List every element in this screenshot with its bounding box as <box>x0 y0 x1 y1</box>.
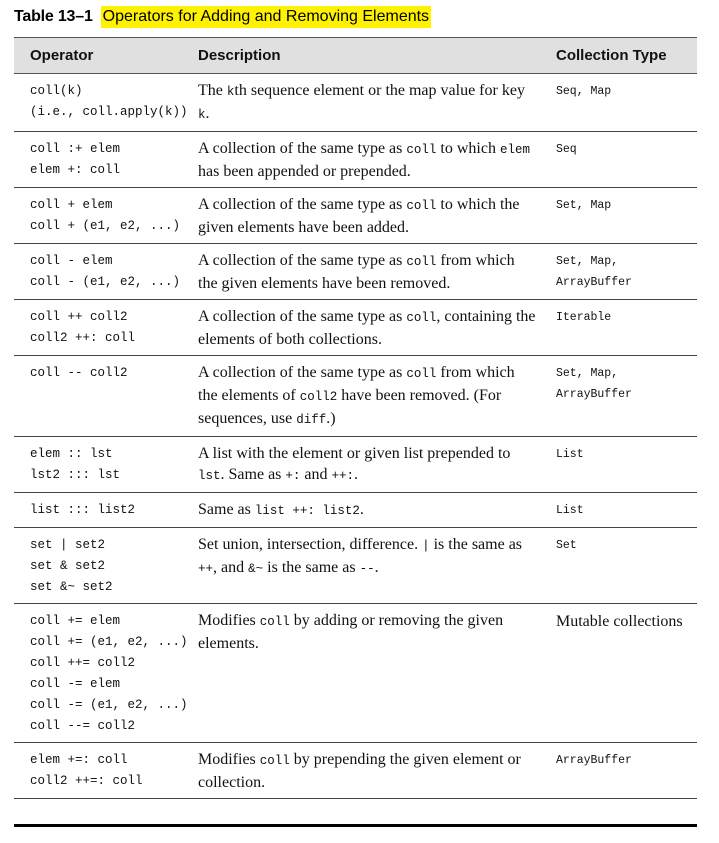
table-row <box>14 437 697 493</box>
collection-type-cell: Set, Map <box>540 188 697 244</box>
table-row <box>14 132 697 188</box>
operator-line: coll --= coll2 <box>30 719 136 733</box>
table-bottom-rule <box>14 824 697 827</box>
operator-cell <box>14 356 182 437</box>
description-text: th sequence element or the map value for key <box>234 82 525 99</box>
operator-line: elem +: coll <box>30 163 121 177</box>
operator-line: set & set2 <box>30 559 106 573</box>
table-row <box>14 604 697 743</box>
code-fragment: | <box>422 539 430 553</box>
code-fragment: coll <box>259 754 290 768</box>
code-fragment: diff <box>296 413 327 427</box>
code-fragment: lst <box>198 469 221 483</box>
collection-type-cell: Iterable <box>540 300 697 356</box>
column-header-operator: Operator <box>14 38 182 74</box>
collection-type-cell: Mutable collections <box>540 604 697 743</box>
operator-line: lst2 ::: lst <box>30 468 121 482</box>
operator-line: coll -- coll2 <box>30 366 128 380</box>
description-text: , and <box>213 559 249 576</box>
operator-line: coll -= elem <box>30 677 121 691</box>
description-text: A collection of the same type as <box>198 196 407 213</box>
column-header-collection-type: Collection Type <box>540 38 697 74</box>
code-fragment: +: <box>285 469 301 483</box>
operator-cell <box>14 528 182 604</box>
description-text: is the same as <box>263 559 360 576</box>
code-fragment: &~ <box>248 562 264 576</box>
description-text: . Same as <box>220 466 286 483</box>
operator-line: set &~ set2 <box>30 580 113 594</box>
table-row <box>14 743 697 799</box>
operator-cell <box>14 244 182 300</box>
description-text: Modifies <box>198 612 260 629</box>
description-cell <box>182 437 540 493</box>
code-fragment: ++: <box>331 469 355 483</box>
operator-cell <box>14 132 182 188</box>
description-text: by adding or removing the given elements. <box>198 612 504 652</box>
description-cell <box>182 356 540 437</box>
code-fragment: k <box>198 108 206 122</box>
description-text: A collection of the same type as <box>198 364 407 381</box>
description-cell <box>182 132 540 188</box>
operator-cell <box>14 300 182 356</box>
description-text: has been appended or prepended. <box>198 163 411 180</box>
description-text: . <box>359 501 364 518</box>
description-text: to which <box>436 140 500 157</box>
operators-table <box>14 37 697 799</box>
description-text: A collection of the same type as <box>198 252 407 269</box>
collection-type-cell: Set, Map, ArrayBuffer <box>540 356 697 437</box>
operator-line: coll - (e1, e2, ...) <box>30 275 181 289</box>
code-fragment: ++ <box>198 562 214 576</box>
operator-line: coll += (e1, e2, ...) <box>30 635 188 649</box>
code-fragment: coll <box>259 615 290 629</box>
description-cell <box>182 188 540 244</box>
code-fragment: list ++: list2 <box>254 504 360 518</box>
description-text: .) <box>326 410 336 427</box>
code-fragment: coll2 <box>299 390 338 404</box>
code-fragment: coll <box>406 255 437 269</box>
description-text: Modifies <box>198 751 260 768</box>
table-row <box>14 493 697 528</box>
operator-line: coll - elem <box>30 254 113 268</box>
description-text: have been removed. (For sequences, use <box>198 387 502 427</box>
operator-line: coll(k) <box>30 84 83 98</box>
code-fragment: -- <box>359 562 375 576</box>
operator-line: coll2 ++: coll <box>30 331 136 345</box>
operator-line: coll + elem <box>30 198 113 212</box>
operator-cell <box>14 493 182 528</box>
description-text: to which the given elements have been added. <box>198 196 520 236</box>
description-text: The <box>198 82 227 99</box>
collection-type-cell: Seq <box>540 132 697 188</box>
operator-cell <box>14 188 182 244</box>
column-header-description: Description <box>182 38 540 74</box>
description-cell <box>182 74 540 132</box>
operator-line: coll -= (e1, e2, ...) <box>30 698 188 712</box>
description-text: is the same as <box>429 536 523 553</box>
table-row <box>14 300 697 356</box>
description-cell <box>182 528 540 604</box>
collection-type-cell: Set <box>540 528 697 604</box>
code-fragment: coll <box>406 143 437 157</box>
table-caption <box>14 4 431 30</box>
operator-line: list ::: list2 <box>30 503 136 517</box>
description-text: by prepending the given element or collection. <box>198 751 521 791</box>
operator-line: elem +=: coll <box>30 753 128 767</box>
collection-type-cell: Seq, Map <box>540 74 697 132</box>
table-row <box>14 188 697 244</box>
description-cell <box>182 743 540 799</box>
table-row <box>14 356 697 437</box>
operator-cell <box>14 74 188 132</box>
description-text: , containing the elements of both collections. <box>198 308 536 348</box>
description-text: . <box>354 466 359 483</box>
description-text: A collection of the same type as <box>198 308 407 325</box>
operator-line: coll ++ coll2 <box>30 310 128 324</box>
collection-type-cell: ArrayBuffer <box>540 743 697 799</box>
operator-line: (i.e., coll.apply(k)) <box>30 105 188 119</box>
description-cell <box>182 493 540 528</box>
table-row <box>14 244 697 300</box>
collection-type-cell: Set, Map, ArrayBuffer <box>540 244 697 300</box>
collection-type-cell: List <box>540 493 697 528</box>
operator-line: coll ++= coll2 <box>30 656 136 670</box>
code-fragment: coll <box>406 311 437 325</box>
collection-type-cell: List <box>540 437 697 493</box>
code-fragment: coll <box>406 367 437 381</box>
description-text: A list with the element or given list prepended to <box>198 445 511 462</box>
description-cell <box>182 604 540 743</box>
table-body <box>14 74 697 799</box>
operator-line: coll + (e1, e2, ...) <box>30 219 181 233</box>
operator-line: set | set2 <box>30 538 106 552</box>
description-text: Set union, intersection, difference. <box>198 536 423 553</box>
table-row <box>14 528 697 604</box>
operator-line: coll :+ elem <box>30 142 121 156</box>
description-text: from which the elements of <box>198 364 515 404</box>
operator-cell <box>14 743 182 799</box>
table-number: Table 13–1 <box>14 8 93 25</box>
description-text: from which the given elements have been removed. <box>198 252 515 292</box>
code-fragment: coll <box>406 199 437 213</box>
header-row <box>14 38 697 74</box>
operator-cell <box>14 604 188 743</box>
description-text: Same as <box>198 501 255 518</box>
code-fragment: elem <box>499 143 530 157</box>
operator-cell <box>14 437 182 493</box>
description-cell <box>182 300 540 356</box>
table-title: Operators for Adding and Removing Elements <box>101 6 431 28</box>
operator-line: coll2 ++=: coll <box>30 774 143 788</box>
code-fragment: k <box>226 85 235 99</box>
description-text: . <box>205 105 210 122</box>
description-cell <box>182 244 540 300</box>
operator-line: elem :: lst <box>30 447 113 461</box>
description-text: A collection of the same type as <box>198 140 407 157</box>
description-text: . <box>374 559 379 576</box>
description-text: and <box>300 466 332 483</box>
operator-line: coll += elem <box>30 614 121 628</box>
table-row <box>14 74 697 132</box>
